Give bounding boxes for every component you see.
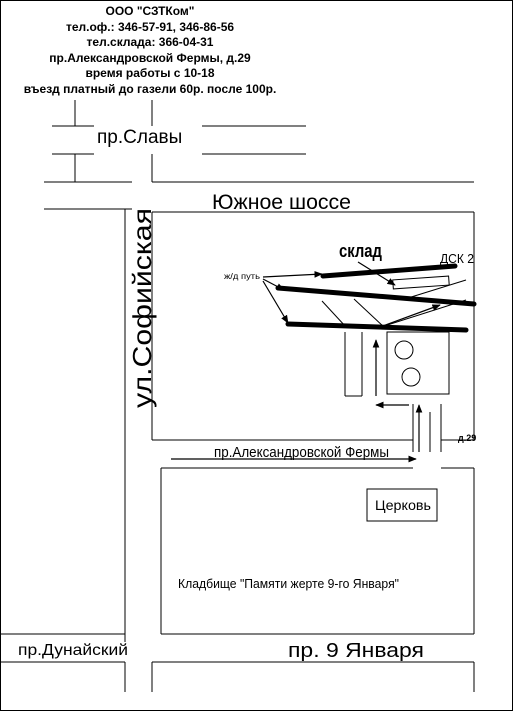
- street-label-slavy: пр.Славы: [97, 127, 183, 148]
- route-arrow-to-dsk: [380, 305, 440, 327]
- entry-fee-note: въезд платный до газели 60р. после 100р.: [23, 81, 277, 96]
- railway-tracks: [278, 266, 474, 330]
- label-house-number: д.29: [458, 433, 477, 443]
- street-label-january9: пр. 9 Января: [288, 640, 424, 662]
- address: пр.Александровской Фермы, д.29: [49, 50, 251, 65]
- street-label-aleksandrovskoy: пр.Александровской Фермы: [214, 444, 389, 461]
- street-label-sofiyskaya: ул.Софийская: [127, 236, 157, 408]
- building-d29: [387, 332, 449, 394]
- label-cemetery: Кладбище "Памяти жерте 9-го Января": [178, 576, 400, 591]
- street-aleksandrovskoy-edges: [161, 468, 474, 634]
- label-dsk2: ДСК 2: [440, 251, 474, 266]
- building-tank-1: [395, 341, 413, 359]
- driveways: [345, 332, 441, 452]
- dsk2-building: [393, 276, 449, 289]
- label-church: Церковь: [375, 497, 431, 513]
- railway-pointer-1: [263, 274, 322, 277]
- label-railway: ж/д путь: [224, 272, 260, 281]
- working-hours: время работы с 10-18: [85, 66, 215, 80]
- railway-pointer-2: [263, 279, 284, 290]
- building-tank-2: [402, 368, 420, 386]
- street-label-yuzhnoe: Южное шоссе: [212, 191, 351, 214]
- label-sklad: склад: [339, 241, 383, 261]
- office-phones: тел.оф.: 346-57-91, 346-86-56: [65, 19, 235, 34]
- company-name: ООО "СЗТКом": [105, 4, 195, 18]
- warehouse-phone: тел.склада: 366-04-31: [86, 35, 214, 49]
- street-label-dunayskiy: пр.Дунайский: [18, 642, 128, 659]
